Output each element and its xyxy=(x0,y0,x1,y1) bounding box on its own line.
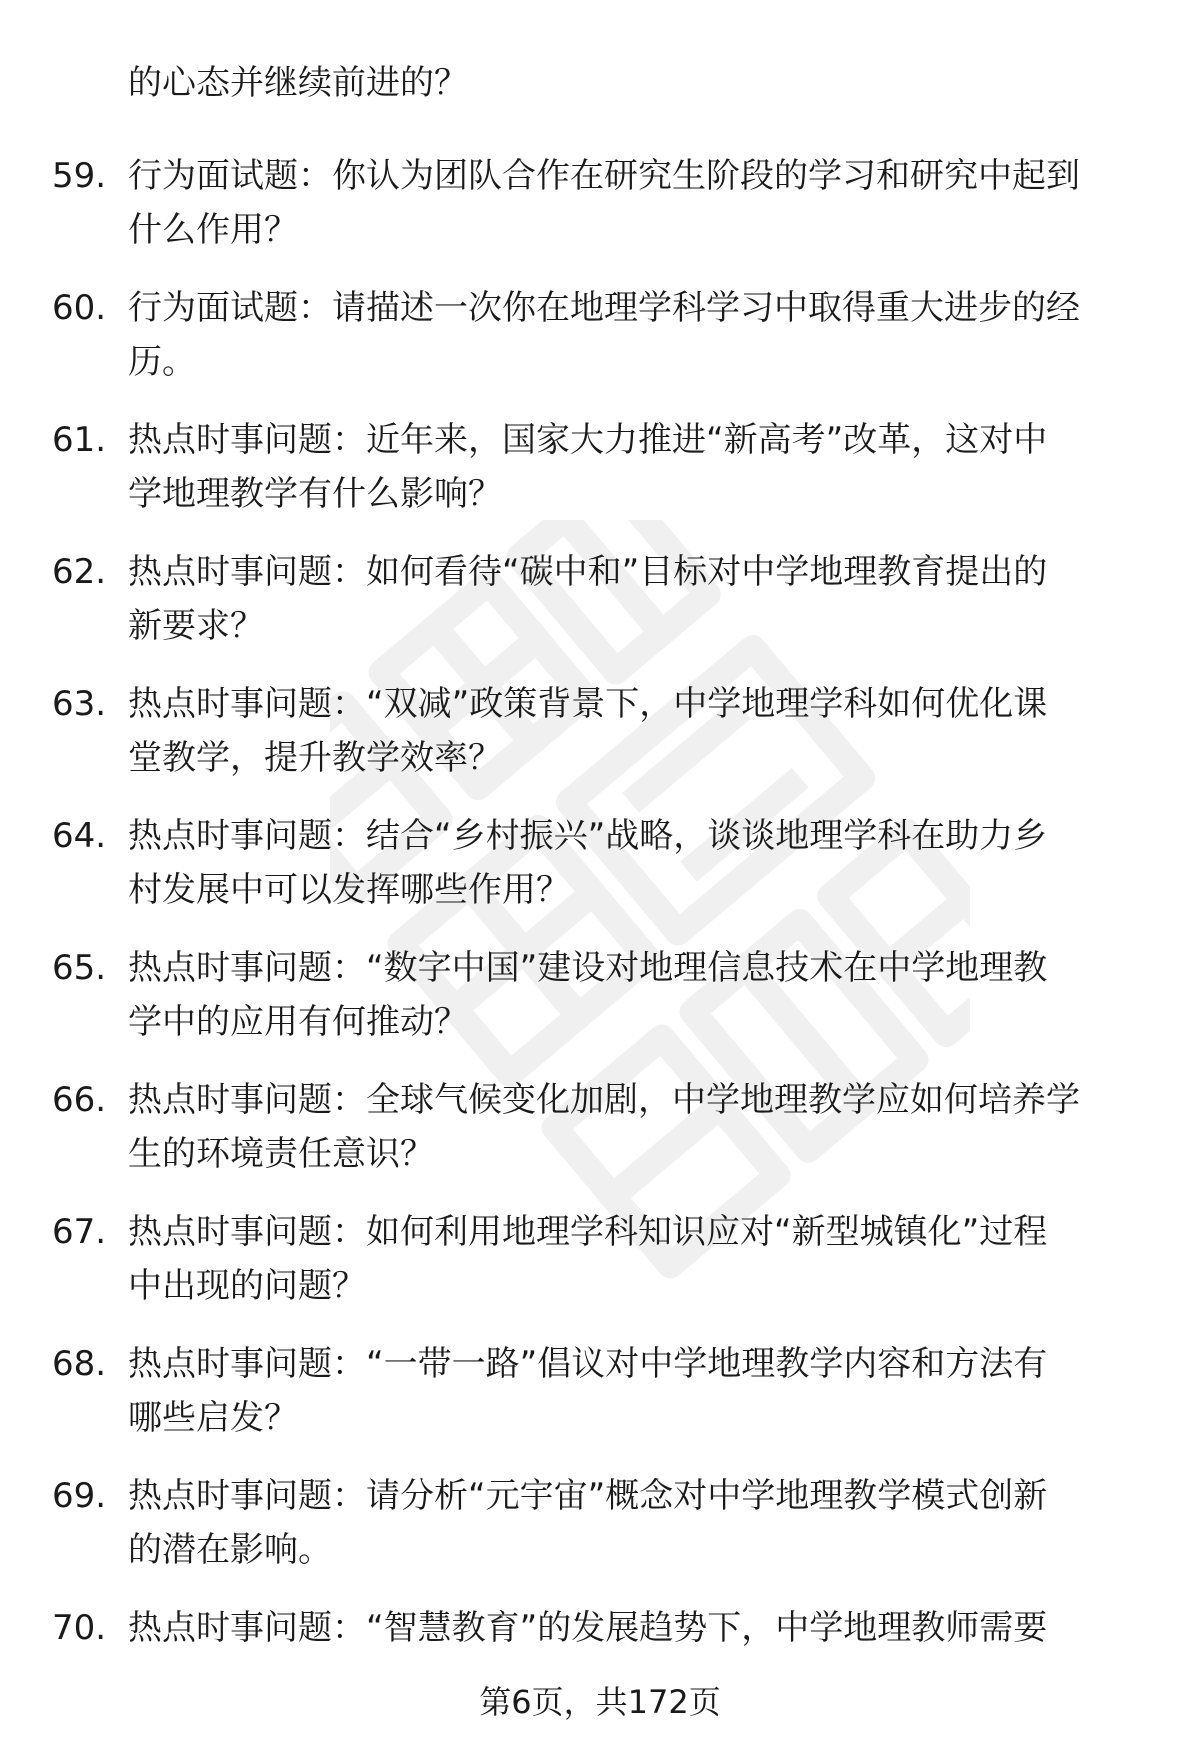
item-number: 63. xyxy=(52,684,107,724)
item-number: 65. xyxy=(52,948,107,988)
item-text-line: 行为面试题：请描述一次你在地理学科学习中取得重大进步的经 xyxy=(128,288,1080,328)
item-text-line: 村发展中可以发挥哪些作用？ xyxy=(128,870,570,910)
item-text-line: 学地理教学有什么影响？ xyxy=(128,474,502,514)
item-number: 66. xyxy=(52,1080,107,1120)
list-item xyxy=(0,808,1200,940)
item-text-line: 热点时事问题：近年来，国家大力推进“新高考”改革，这对中 xyxy=(128,420,1048,460)
item-number: 61. xyxy=(52,420,107,460)
list-item xyxy=(0,280,1200,412)
item-text-line: 的潜在影响。 xyxy=(128,1530,332,1570)
list-item xyxy=(0,148,1200,280)
list-item xyxy=(0,676,1200,808)
list-item xyxy=(0,1204,1200,1336)
item-number: 69. xyxy=(52,1476,107,1516)
item-number: 67. xyxy=(52,1212,107,1252)
item-number: 62. xyxy=(52,552,107,592)
item-text-line: 新要求？ xyxy=(128,606,264,646)
list-item xyxy=(0,940,1200,1072)
item-text-line: 生的环境责任意识？ xyxy=(128,1134,434,1174)
item-text-line: 行为面试题：你认为团队合作在研究生阶段的学习和研究中起到 xyxy=(128,156,1080,196)
list-item xyxy=(0,1336,1200,1468)
list-item xyxy=(0,1468,1200,1600)
page-number-footer: 第6页，共172页 xyxy=(479,1683,721,1721)
list-item xyxy=(0,544,1200,676)
item-text-line: 热点时事问题：请分析“元宇宙”概念对中学地理教学模式创新 xyxy=(128,1476,1048,1516)
item-text-line: 热点时事问题：“一带一路”倡议对中学地理教学内容和方法有 xyxy=(128,1344,1048,1384)
item-text-line: 历。 xyxy=(128,342,196,382)
item-text-line: 热点时事问题：如何利用地理学科知识应对“新型城镇化”过程 xyxy=(128,1212,1048,1252)
item-text-line: 热点时事问题：结合“乡村振兴”战略，谈谈地理学科在助力乡 xyxy=(128,816,1048,856)
item-text-line: 什么作用？ xyxy=(128,210,298,250)
item-number: 68. xyxy=(52,1344,107,1384)
item-text-line: 热点时事问题：如何看待“碳中和”目标对中学地理教育提出的 xyxy=(128,552,1048,592)
question-list xyxy=(0,148,1200,1732)
item-number: 60. xyxy=(52,288,107,328)
item-number: 64. xyxy=(52,816,107,856)
item-text-line: 堂教学，提升教学效率？ xyxy=(128,738,502,778)
item-text-line: 哪些启发？ xyxy=(128,1398,298,1438)
list-item xyxy=(0,412,1200,544)
item-number: 70. xyxy=(52,1608,107,1648)
item-text-line: 学中的应用有何推动？ xyxy=(128,1002,468,1042)
item-number: 59. xyxy=(52,156,107,196)
item-text-line: 中出现的问题？ xyxy=(128,1266,366,1306)
continued-text: 的心态并继续前进的？ xyxy=(128,63,468,103)
list-item xyxy=(0,1072,1200,1204)
item-text-line: 热点时事问题：“智慧教育”的发展趋势下，中学地理教师需要 xyxy=(128,1608,1048,1648)
item-text-line: 热点时事问题：全球气候变化加剧，中学地理教学应如何培养学 xyxy=(128,1080,1080,1120)
item-text-line: 热点时事问题：“双减”政策背景下，中学地理学科如何优化课 xyxy=(128,684,1048,724)
item-text-line: 热点时事问题：“数字中国”建设对地理信息技术在中学地理教 xyxy=(128,948,1048,988)
